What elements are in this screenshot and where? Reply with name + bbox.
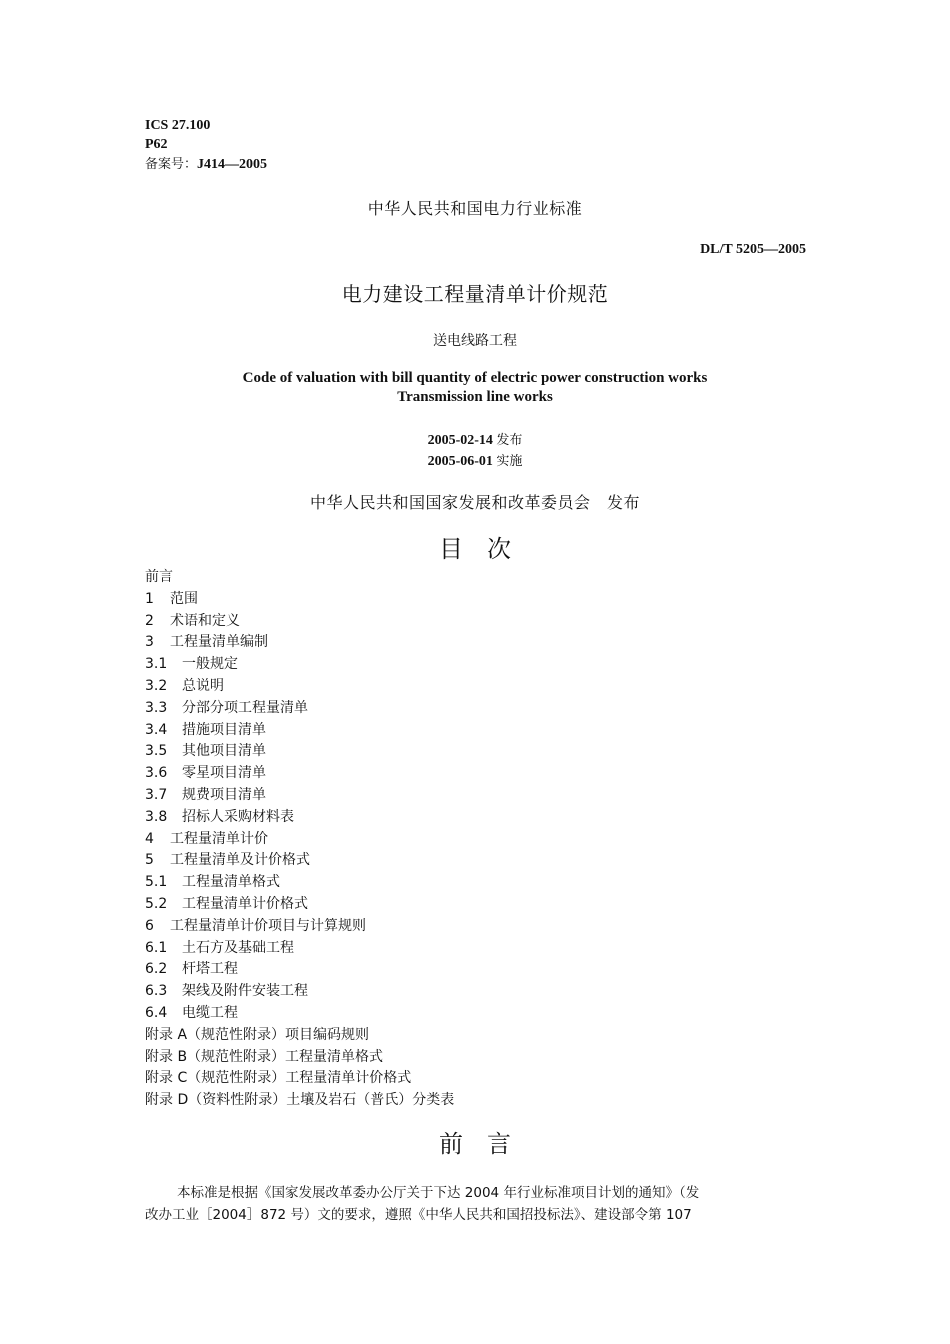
toc-item (145, 676, 454, 698)
table-of-contents (145, 567, 454, 1112)
toc-item-label: 附录 A（规范性附录）项目编码规则 (145, 1026, 370, 1043)
issue-date (0, 429, 950, 449)
foreword-line-1 (145, 1182, 810, 1204)
toc-item (145, 829, 454, 851)
toc-item (145, 567, 454, 589)
toc-item (145, 611, 454, 633)
toc-item-number: 5 (145, 852, 154, 869)
foreword-line-1-text: 本标准是根据《国家发展改革委办公厅关于下达 2004 年行业标准项目计划的通知》（发 (177, 1185, 700, 1201)
toc-item (145, 589, 454, 611)
toc-item-label: 工程量清单计价 (170, 830, 268, 847)
foreword-paragraph (145, 1182, 810, 1226)
toc-item-label: 零星项目清单 (182, 765, 266, 782)
toc-item-label: 附录 C（规范性附录）工程量清单计价格式 (145, 1070, 412, 1087)
toc-item-number: 3 (145, 634, 154, 651)
toc-item-label: 杆塔工程 (182, 961, 238, 978)
toc-item-label: 措施项目清单 (182, 721, 266, 738)
toc-item (145, 1068, 454, 1090)
toc-item (145, 654, 454, 676)
issue-date-value: 2005-02-14 (427, 433, 493, 448)
toc-item-number: 5.1 (145, 874, 168, 891)
toc-item (145, 1090, 454, 1112)
toc-item (145, 1025, 454, 1047)
toc-item-number: 3.7 (145, 786, 168, 803)
record-label: 备案号： (145, 157, 198, 172)
toc-item-number: 3.8 (145, 808, 168, 825)
effective-date-label: 实施 (496, 454, 523, 469)
toc-item (145, 872, 454, 894)
toc-item-label: 前言 (145, 569, 173, 585)
toc-item-number: 6.2 (145, 961, 168, 978)
toc-item-label: 电缆工程 (182, 1004, 238, 1021)
toc-item-label: 工程量清单编制 (170, 634, 268, 651)
toc-item (145, 959, 454, 981)
toc-item (145, 807, 454, 829)
toc-item-number: 6.4 (145, 1004, 168, 1021)
toc-item-number: 6.3 (145, 983, 168, 1000)
foreword-line-2: 改办工业［2004］872 号）文的要求，遵照《中华人民共和国招投标法》、建设部令第 107 (145, 1207, 692, 1223)
record-number (145, 156, 267, 174)
document-subtitle: 送电线路工程 (433, 333, 517, 349)
toc-item-label: 工程量清单计价格式 (182, 895, 308, 912)
toc-item-label: 招标人采购材料表 (182, 808, 294, 825)
toc-item (145, 981, 454, 1003)
toc-item (145, 1047, 454, 1069)
toc-item (145, 1003, 454, 1025)
toc-item-number: 5.2 (145, 895, 168, 912)
publisher: 中华人民共和国国家发展和改革委员会 发布 (309, 493, 640, 512)
toc-item-label: 附录 B（规范性附录）工程量清单格式 (145, 1048, 384, 1065)
toc-item-number: 3.3 (145, 699, 168, 716)
toc-item (145, 698, 454, 720)
foreword-heading: 前 言 (439, 1130, 511, 1158)
standard-code: DL/T 5205—2005 (700, 242, 806, 257)
toc-item (145, 741, 454, 763)
toc-item-label: 其他项目清单 (182, 743, 266, 760)
toc-item-label: 工程量清单计价项目与计算规则 (170, 917, 366, 934)
record-value: J414—2005 (197, 157, 268, 172)
toc-item-label: 工程量清单格式 (182, 874, 280, 891)
toc-item (145, 720, 454, 742)
toc-item (145, 785, 454, 807)
toc-item-number: 6.1 (145, 939, 168, 956)
org-title: 中华人民共和国电力行业标准 (367, 199, 583, 218)
toc-item (145, 850, 454, 872)
effective-date (0, 450, 950, 470)
toc-item-number: 3.4 (145, 721, 168, 738)
document-title: 电力建设工程量清单计价规范 (341, 282, 609, 306)
toc-item-number: 2 (145, 612, 154, 629)
toc-item-label: 术语和定义 (170, 612, 240, 629)
toc-item-number: 3.6 (145, 765, 168, 782)
toc-item-number: 4 (145, 830, 154, 847)
toc-item-number: 1 (145, 590, 154, 607)
toc-item-label: 工程量清单及计价格式 (170, 852, 310, 869)
english-subtitle: Transmission line works (397, 389, 553, 405)
toc-item-label: 分部分项工程量清单 (182, 699, 308, 716)
toc-item-label: 规费项目清单 (182, 786, 266, 803)
ics-code: ICS 27.100 (145, 118, 211, 133)
toc-item-label: 架线及附件安装工程 (182, 983, 308, 1000)
toc-item-label: 一般规定 (182, 656, 238, 673)
toc-item-number: 3.5 (145, 743, 168, 760)
toc-item (145, 938, 454, 960)
toc-item-number: 3.2 (145, 677, 168, 694)
toc-item-label: 附录 D（资料性附录）土壤及岩石（普氏）分类表 (145, 1092, 455, 1109)
toc-item-number: 6 (145, 917, 154, 934)
toc-item (145, 916, 454, 938)
toc-heading: 目 次 (439, 535, 511, 563)
toc-item-label: 总说明 (182, 677, 224, 694)
toc-item-label: 土石方及基础工程 (182, 939, 294, 956)
effective-date-value: 2005-06-01 (427, 454, 493, 469)
issue-date-label: 发布 (496, 433, 523, 448)
toc-item-label: 范围 (170, 590, 198, 607)
toc-item-number: 3.1 (145, 656, 168, 673)
toc-item (145, 894, 454, 916)
classification-code: P62 (145, 137, 168, 152)
toc-item (145, 632, 454, 654)
english-title: Code of valuation with bill quantity of electric power construction works (242, 370, 708, 386)
toc-item (145, 763, 454, 785)
